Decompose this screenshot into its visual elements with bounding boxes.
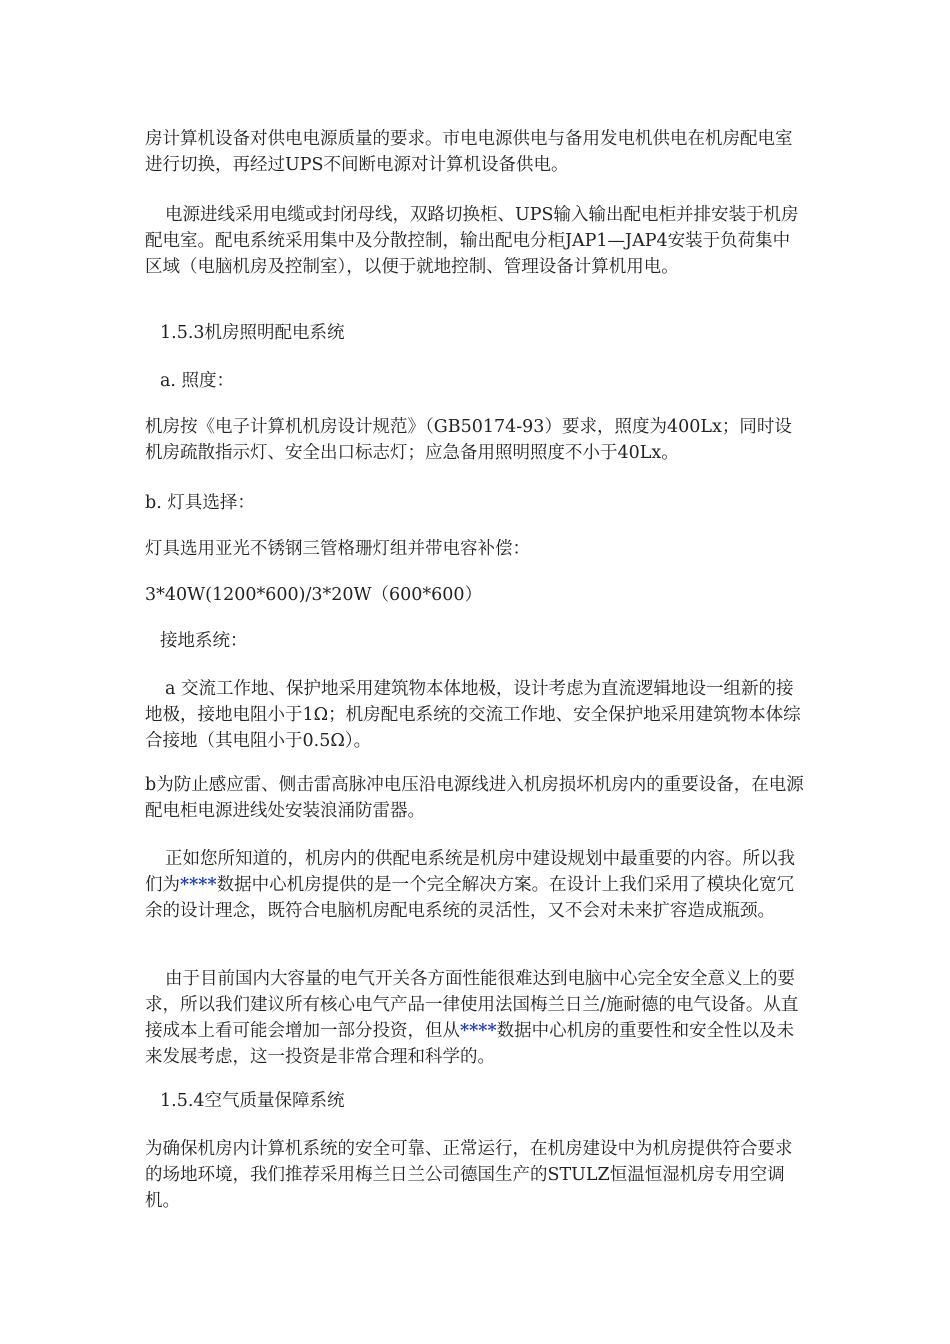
paragraph-text: 数据中心机房的重要性和安全性以及未来发展考虑，这一投资是非常合理和科学的。 [145, 1021, 795, 1067]
paragraph-power-quality: 房计算机设备对供电电源质量的要求。市电电源供电与备用发电机供电在机房配电室进行切换，再经过UPS不间断电源对计算机设备供电。 [145, 129, 793, 175]
redacted-name: **** [460, 1021, 497, 1041]
redacted-name: **** [180, 875, 217, 895]
subheading-lamp-selection: b. 灯具选择： [145, 493, 255, 513]
paragraph-grounding-a: a 交流工作地、保护地采用建筑物本体地极，设计考虑为直流逻辑地设一组新的接地极，接地电阻小于1Ω；机房配电系统的交流工作地、安全保护地采用建筑物本体综合接地（其电阻小于0.5Ω）。 [145, 679, 801, 751]
subheading-grounding: 接地系统： [160, 631, 248, 651]
paragraph-grounding-b: b为防止感应雷、侧击雷高脉冲电压沿电源线进入机房损坏机房内的重要设备，在电源配电柜电源进线处安装浪涌防雷器。 [145, 775, 804, 821]
paragraph-lamp-spec: 3*40W(1200*600)/3*20W（600*600） [145, 585, 483, 605]
paragraph-power-inlet: 电源进线采用电缆或封闭母线，双路切换柜、UPS输入输出配电柜并排安装于机房配电室。配电系统采用集中及分散控制，输出配电分柜JAP1—JAP4安装于负荷集中区域（电脑机房及控制室），以便于就地控制、管理设备计算机用电。 [145, 205, 799, 277]
section-heading-1-5-4: 1.5.4空气质量保障系统 [160, 1091, 345, 1111]
paragraph-text: 数据中心机房提供的是一个完全解决方案。在设计上我们采用了模块化宽冗余的设计理念，既符合电脑机房配电系统的灵活性，又不会对未来扩容造成瓶颈。 [145, 875, 795, 921]
paragraph-text: 由于目前国内大容量的电气开关各方面性能很难达到电脑中心完全安全意义上的要求，所以我们建议所有核心电气产品一律使用法国梅兰日兰/施耐德的电气设备。从直接成本上看可能会增加一部分投资，但从 [145, 969, 799, 1041]
paragraph-text: 正如您所知道的，机房内的供配电系统是机房中建设规划中最重要的内容。所以我们为 [145, 849, 795, 895]
paragraph-electrical-equipment [145, 966, 805, 1070]
subheading-illuminance: a. 照度： [160, 371, 235, 391]
paragraph-lamp-selection: 灯具选用亚光不锈钢三管格珊灯组并带电容补偿： [145, 539, 530, 559]
paragraph-air-quality: 为确保机房内计算机系统的安全可靠、正常运行，在机房建设中为机房提供符合要求的场地环境，我们推荐采用梅兰日兰公司德国生产的STULZ恒温恒湿机房专用空调机。 [145, 1139, 793, 1211]
section-heading-1-5-3: 1.5.3机房照明配电系统 [160, 323, 345, 343]
paragraph-illuminance: 机房按《电子计算机机房设计规范》（GB50174-93）要求，照度为400Lx；同时设机房疏散指示灯、安全出口标志灯；应急备用照明照度不小于40Lx。 [145, 417, 792, 463]
paragraph-power-distribution [145, 846, 805, 924]
